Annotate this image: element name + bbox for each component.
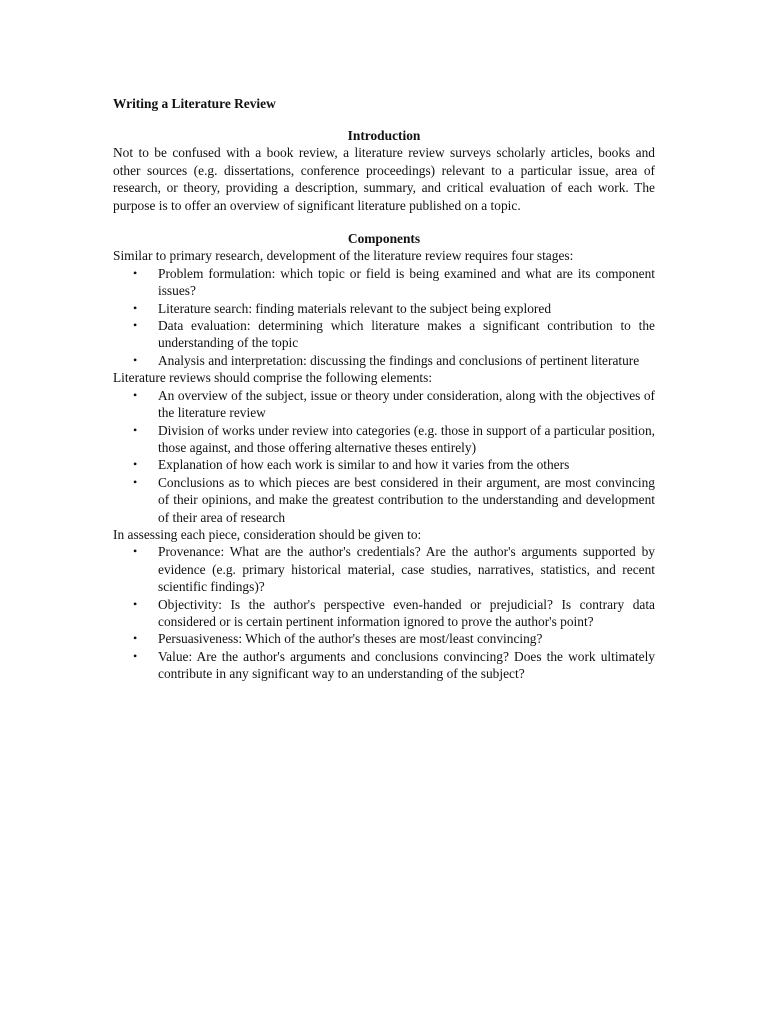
stages-list: [113, 265, 655, 369]
list-item-text: Value: Are the author's arguments and conclusions convincing? Does the work ultimately contribute in any significant way to an understanding of the subject?: [158, 648, 655, 682]
bullet-icon: •: [133, 300, 138, 315]
introduction-paragraph: Not to be confused with a book review, a literature review surveys scholarly articles, books and other sources (e.g. dissertations, conference proceedings) relevant to a particular issue, area of research, or theory, providing a description, summary, and critical evaluation of each work. The purpose is to offer an overview of significant literature published on a topic.: [113, 145, 655, 213]
list-item-text: Division of works under review into categories (e.g. those in support of a particular position, those against, and those offering alternative theses entirely): [158, 422, 655, 455]
elements-list: [113, 387, 655, 526]
list-item: [113, 596, 655, 631]
bullet-icon: •: [133, 544, 138, 559]
list-item-text: Provenance: What are the author's credentials? Are the author's arguments supported by evidence (e.g. primary historical material, case studies, narratives, statistics, and recent scientific findings)?: [158, 544, 655, 595]
list-item-text: An overview of the subject, issue or theory under consideration, along with the objectives of the literature review: [158, 387, 655, 421]
list-item: [113, 352, 655, 369]
criteria-list: [113, 543, 655, 682]
document-page: [113, 95, 655, 683]
bullet-icon: •: [133, 648, 138, 663]
components-paragraph: Similar to primary research, development of the literature review requires four stages:: [113, 248, 574, 264]
document-title: Writing a Literature Review: [113, 96, 276, 111]
list-item: [113, 648, 655, 683]
list-item-text: Conclusions as to which pieces are best considered in their argument, are most convincing of their opinions, and make the greatest contribution to the understanding and development of their area of research: [158, 474, 655, 525]
list-item: [113, 387, 655, 422]
bullet-icon: •: [133, 457, 138, 472]
bullet-icon: •: [133, 265, 138, 280]
list-item: [113, 474, 655, 526]
list-item-text: Analysis and interpretation: discussing the findings and conclusions of pertinent literature: [158, 352, 640, 368]
list-item: [113, 543, 655, 595]
list-item: [113, 422, 655, 457]
list-item: [113, 300, 655, 317]
bullet-icon: •: [133, 474, 138, 489]
list-item-text: Literature search: finding materials relevant to the subject being explored: [158, 300, 552, 316]
list-item: [113, 456, 655, 473]
list-item-text: Data evaluation: determining which literature makes a significant contribution to the understanding of the topic: [158, 318, 655, 351]
bullet-icon: •: [133, 318, 138, 333]
bullet-icon: •: [133, 387, 138, 402]
list-item-text: Persuasiveness: Which of the author's theses are most/least convincing?: [158, 631, 543, 647]
bullet-icon: •: [133, 422, 138, 437]
introduction-heading: Introduction: [347, 128, 421, 143]
bullet-icon: •: [133, 352, 138, 367]
list-item-text: Objectivity: Is the author's perspective even-handed or prejudicial? Is contrary data considered or is certain pertinent information ignored to prove the author's point?: [158, 596, 655, 629]
list-item: [113, 630, 655, 647]
elements-paragraph: Literature reviews should comprise the following elements:: [113, 370, 433, 386]
bullet-icon: •: [133, 596, 138, 611]
list-item-text: Explanation of how each work is similar to and how it varies from the others: [158, 457, 570, 473]
list-item-text: Problem formulation: which topic or field is being examined and what are its component issues?: [158, 265, 655, 299]
bullet-icon: •: [133, 631, 138, 646]
assessing-paragraph: In assessing each piece, consideration should be given to:: [113, 526, 422, 542]
list-item: [113, 265, 655, 300]
list-item: [113, 317, 655, 352]
components-heading: Components: [347, 231, 421, 247]
